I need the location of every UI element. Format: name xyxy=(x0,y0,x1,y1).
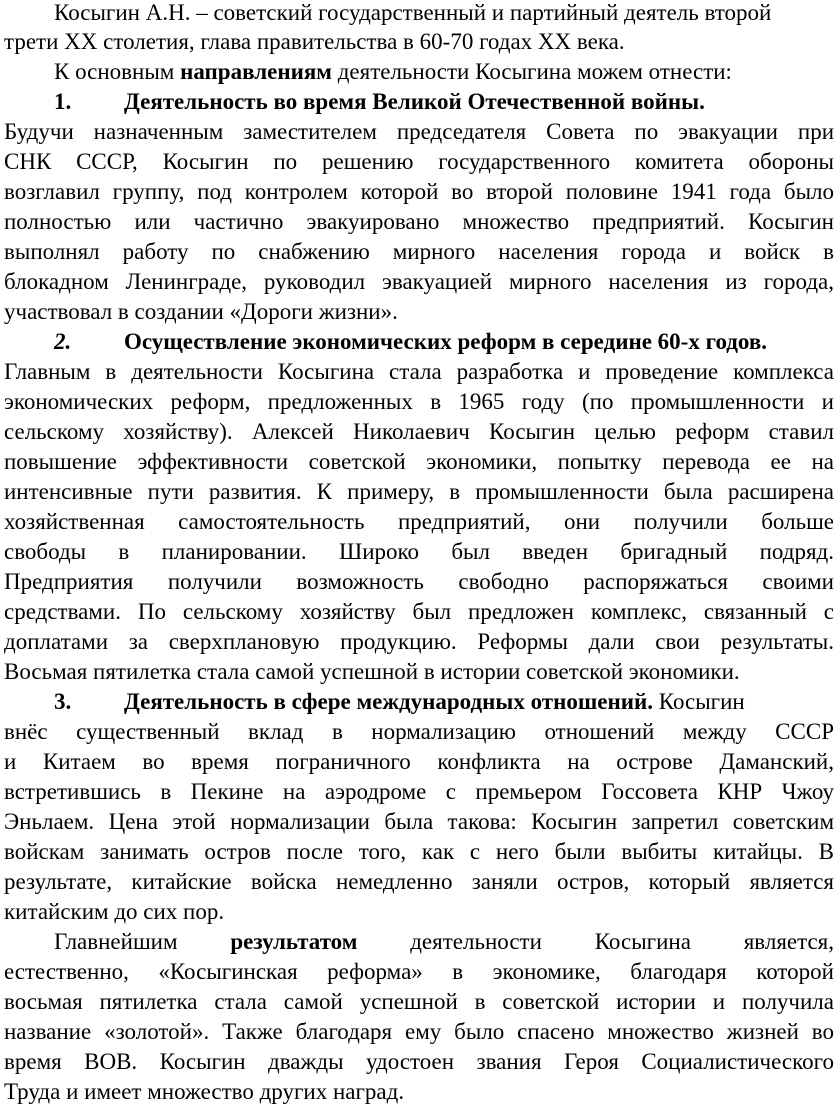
text-line xyxy=(4,867,834,897)
text-segment: СНК СССР, Косыгин по решению государственного комитета обороны xyxy=(4,149,834,174)
text-segment: Косыгин xyxy=(653,689,745,714)
text-line xyxy=(54,927,834,957)
text-segment: экономических реформ, предложенных в 1965 году (по промышленности и xyxy=(4,389,834,414)
text-segment: время ВОВ. Косыгин дважды удостоен звания Героя Социалистического xyxy=(4,1049,834,1074)
text-line xyxy=(4,267,834,297)
text-line xyxy=(4,717,834,747)
text-segment: Главным в деятельности Косыгина стала разработка и проведение комплекса xyxy=(4,359,834,384)
text-segment: Восьмая пятилетка стала самой успешной в истории советской экономики. xyxy=(4,659,740,684)
list-number: 1. xyxy=(54,89,72,114)
text-line xyxy=(4,387,834,417)
text-segment: трети XX столетия, глава правительства в 60-70 годах XX века. xyxy=(4,29,625,54)
text-segment: повышение эффективности советской экономики, попытку перевода ее на xyxy=(4,449,834,474)
text-segment: Предприятия получили возможность свободно распоряжаться своими xyxy=(4,569,834,594)
text-segment: средствами. По сельскому хозяйству был предложен комплекс, связанный с xyxy=(4,599,834,624)
text-segment: свободы в планировании. Широко был введен бригадный подряд. xyxy=(4,539,834,564)
text-segment: К основным xyxy=(54,59,181,84)
text-line xyxy=(4,447,834,477)
text-segment: направлениям xyxy=(180,59,332,84)
text-line xyxy=(4,297,834,327)
text-line xyxy=(4,627,834,657)
text-segment: название «золотой». Также благодаря ему было спасено множество жизней во xyxy=(4,1019,834,1044)
text-line xyxy=(54,57,824,87)
text-line xyxy=(4,807,834,837)
text-segment: естественно, «Косыгинская реформа» в экономике, благодаря которой xyxy=(4,959,834,984)
text-segment: Осуществление экономических реформ в середине 60-х годов. xyxy=(124,329,768,354)
text-line xyxy=(4,27,824,57)
text-line xyxy=(4,237,834,267)
text-line xyxy=(4,477,834,507)
text-segment: Косыгин А.Н. – советский государственный и партийный деятель второй xyxy=(54,0,772,25)
text-line xyxy=(4,957,834,987)
text-line xyxy=(4,357,834,387)
text-segment: деятельности Косыгина можем отнести: xyxy=(331,59,732,84)
text-line xyxy=(4,177,834,207)
text-segment: Деятельность во время Великой Отечественной войны. xyxy=(124,89,705,114)
text-line xyxy=(4,537,834,567)
text-line xyxy=(4,777,834,807)
text-line xyxy=(4,117,834,147)
text-segment: Труда и имеет множество других наград. xyxy=(4,1079,405,1104)
text-line xyxy=(54,327,824,357)
text-segment: результатом xyxy=(230,929,358,954)
text-segment: блокадном Ленинграде, руководил эвакуацией мирного населения из города, xyxy=(4,269,834,294)
text-segment: участвовал в создании «Дороги жизни». xyxy=(4,299,398,324)
text-segment: Будучи назначенным заместителем председателя Совета по эвакуации при xyxy=(4,119,834,144)
text-segment: войскам занимать остров после того, как с него были выбиты китайцы. В xyxy=(4,839,834,864)
text-line xyxy=(4,207,834,237)
text-line xyxy=(4,597,834,627)
text-line xyxy=(4,1047,834,1077)
text-segment: деятельности Косыгина является, xyxy=(357,929,834,954)
text-line xyxy=(4,987,834,1017)
text-line xyxy=(4,567,834,597)
text-segment: внёс существенный вклад в нормализацию отношений между СССР xyxy=(4,719,834,744)
text-segment: доплатами за сверхплановую продукцию. Реформы дали свои результаты. xyxy=(4,629,834,654)
list-number: 3. xyxy=(54,689,72,714)
text-line xyxy=(4,147,834,177)
text-segment: хозяйственная самостоятельность предприятий, они получили больше xyxy=(4,509,834,534)
text-segment: интенсивные пути развития. К примеру, в промышленности была расширена xyxy=(4,479,834,504)
text-segment: китайским до сих пор. xyxy=(4,899,225,924)
text-line xyxy=(4,897,834,927)
text-line xyxy=(4,657,834,687)
text-segment: Главнейшим xyxy=(54,929,231,954)
text-line xyxy=(54,0,824,28)
text-segment: выполнял работу по снабжению мирного населения города и войск в xyxy=(4,239,834,264)
text-line xyxy=(4,837,834,867)
text-segment: Эньлаем. Цена этой нормализации была такова: Косыгин запретил советским xyxy=(4,809,834,834)
text-line xyxy=(4,417,834,447)
text-line xyxy=(54,87,824,117)
text-line xyxy=(54,687,834,717)
text-line xyxy=(4,747,834,777)
text-segment: встретившись в Пекине на аэродроме с премьером Госсовета КНР Чжоу xyxy=(4,779,834,804)
text-segment: сельскому хозяйству). Алексей Николаевич Косыгин целью реформ ставил xyxy=(4,419,834,444)
text-segment: возглавил группу, под контролем которой во второй половине 1941 года было xyxy=(4,179,834,204)
text-line xyxy=(4,1017,834,1047)
text-segment: и Китаем во время пограничного конфликта на острове Даманский, xyxy=(4,749,834,774)
list-number: 2. xyxy=(54,329,72,354)
text-line xyxy=(4,507,834,537)
text-line xyxy=(4,1077,834,1107)
text-segment: Деятельность в сфере международных отношений. xyxy=(124,689,653,714)
text-segment: восьмая пятилетка стала самой успешной в советской истории и получила xyxy=(4,989,834,1014)
text-segment: полностью или частично эвакуировано множество предприятий. Косыгин xyxy=(4,209,834,234)
text-segment: результате, китайские войска немедленно заняли остров, который является xyxy=(4,869,834,894)
